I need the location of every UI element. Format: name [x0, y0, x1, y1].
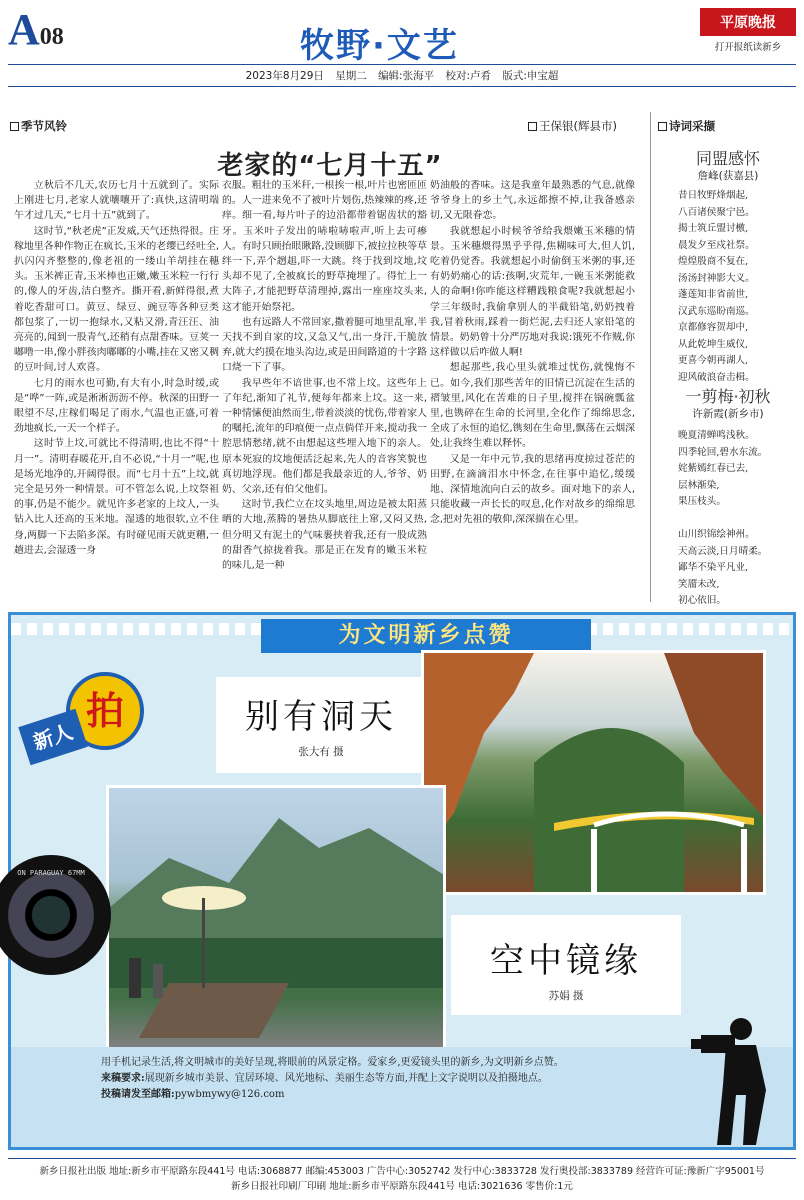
- paragraph: 想起那些,我心里头就堆过忧伤,就愧悔不已。如今,我们那些苦年的旧情已沉淀在生活的褶皱里,风化在苦难的日子里,搅拌在锅碗瓢盆里,也镌碎在生命的长河里,全化作了绵绵思念,全成了永恒的追忆,镌刻在生命里,飘荡在云烟深处,让我终生难以释怀。: [430, 362, 635, 450]
- bridge-scene-image: [424, 653, 766, 895]
- photo-banner: [8, 612, 796, 1150]
- poem-line: 晨发夕至戍社祭。: [678, 239, 755, 251]
- poem-line: 层林渐染,: [678, 479, 720, 491]
- poem-line: 笑靥未改,: [678, 578, 720, 590]
- banner-title: 为文明新乡点赞: [261, 619, 591, 653]
- page-digits: 08: [39, 24, 64, 50]
- poem-line: 果压枝头。: [678, 496, 726, 507]
- paragraph: 七月的雨水也可勤,有大有小,时急时缓,或是“哗”一阵,或是淅淅沥沥不停。秋深的田野一眼望不尽,庄稼们喝足了雨水,气温也正盛,可着劲地疯长,一天一个样子。: [14, 377, 219, 435]
- checkbox-icon: [528, 122, 537, 131]
- paragraph: 这时节,“秋老虎”正发威,天气还热得很。庄稼地里各种作物正在疯长,玉米的老缨已经吐全,扒闪闪齐整整的,像老祖的一缕山羊胡挂在穗头。玉米裤正青,玉米棒也正嫩,嫩玉米粒一行行的,像人的牙齿,洁白整齐。撕开看,新鲜得很,煮着吃香甜可口。黄豆、绿豆、豌豆等各种豆类都包浆了,一切一抱绿水,又粘又滑,青汪汪、油亮亮的,闻到一股青气,还稍有点甜香味。豆荚一嘟噜一串,像小胖孩肉嘟嘟的小嘴,挂在又密又稠的豆叶间,讨人欢喜。: [14, 225, 219, 374]
- poem-line: 鄙华不染平凡业,: [678, 562, 749, 573]
- photo2-caption: [451, 915, 681, 1015]
- photo1-caption: [216, 677, 426, 773]
- photo2-author: 苏娟 摄: [548, 990, 584, 1002]
- poem-line: 蓬莲知非省前世,: [678, 289, 749, 300]
- photo2-title: 空中镜缘: [490, 941, 642, 981]
- poem-line: 山川织锦绘神州。: [678, 529, 755, 540]
- layout-credit: 版式:申宝超: [502, 70, 559, 82]
- checkbox-icon: [658, 122, 667, 131]
- paragraph: 奶油般的香味。这是我童年最熟悉的气息,就像爷爷身上的乡土气,永远都擦不掉,让我备感亲切,又无限眷恋。: [430, 180, 635, 222]
- weekday: 星期二: [335, 70, 367, 82]
- article-byline: 王保银(辉县市): [528, 118, 617, 134]
- brand-slogan: 打开报纸读新乡: [714, 42, 782, 53]
- poetry-column-label: 诗词采撷: [658, 118, 715, 134]
- paragraph: 立秋后不几天,农历七月十五就到了。实际上刚进七月,老家人就嚷嚷开了:真快,这清明端午才过几天,“七月十五”就到了。: [14, 180, 219, 222]
- article-column-1: [14, 178, 219, 598]
- paragraph: 衣服。粗壮的玉米秆,一根挨一根,叶片也密匝匝的。人一进来免不了被叶片划伤,热辣辣的疼,还痒。细一看,每片叶子的边沿都带着锯齿状的豁牙。玉米叶子发出的哧啦哧啦声,听上去可瘆人。有时只顾抬眼瞅路,没顾脚下,被拉拉秧等草绊一下,弄个趔趄,吓一大跳。终于找到坟地,坟头却不见了,全被疯长的野草掩埋了。得忙上一大阵子,才能把野草清理掉,露出一座座坟头来,这才能开始祭祀。: [222, 180, 427, 313]
- page-letter: A: [8, 5, 40, 54]
- checkbox-icon: [10, 122, 19, 131]
- photo1-title: 别有洞天: [245, 697, 397, 737]
- meta-line: [0, 68, 804, 83]
- header-rule: [8, 64, 796, 65]
- footer: [0, 1164, 804, 1194]
- paragraph: 我就想起小时候爷爷给我煨嫩玉米穗的情景。玉米穗煨得黑乎乎得,焦糊味可大,但人饥,吃着仍觉香。我就想起小时偷倒玉米粥的事,还有奶奶痛心的话:孩啊,灾荒年,一碗玉米粥能救人的命啊!你咋能这样糟践粮食呢?我就想起小学三年级时,我偷拿别人的半截铅笔,奶奶拽着我,冒着秋雨,踩着一街烂泥,去归还人家铅笔的情景。奶奶曾十分严厉地对我说:饿死不作贼,你这样做以后咋做人啊!: [430, 225, 635, 359]
- footer-line-2: 新乡日报社印刷厂印刷 地址:新乡市平原路东段441号 电话:3021636 零售价:1元: [231, 1181, 573, 1192]
- poem1-author: 詹峰(获嘉县): [697, 170, 759, 182]
- poem-line: 晚夏清蝉鸣浅秋。: [678, 430, 755, 441]
- poem-line: 京都修容贺却中,: [678, 322, 749, 333]
- poem-line: 四季轮回,碧水东流。: [678, 446, 768, 458]
- poem-line: [678, 511, 796, 528]
- footer-rule: [8, 1158, 796, 1159]
- article-column-label: 季节风铃: [10, 118, 67, 134]
- poem-line: 揭士筑丘盟讨檄,: [678, 223, 749, 234]
- paragraph: 也有远路人不常回家,撒着腿可地里乱窜,半天找不到自家的坟,又急又气,出一身汗,干脆放弃,就大约摸在地头沟边,或是田间路道的十字路口烧一下了事。: [222, 316, 427, 374]
- camera-lens-icon: ON PARAGUAY 67MM: [0, 855, 111, 975]
- photo1-author: 张大有 摄: [298, 746, 344, 758]
- poem-line: 煌煌殷商不复在,: [678, 256, 749, 267]
- paragraph: 这时节,我伫立在坟头地里,周边是被太阳蒸晒的大地,蒸腾的暑热从脚底往上窜,又闷又热,但分明又有泥土的气味裹挟着我,还有一股成熟的甜香气掠拢着我。那是正在发育的嫩玉米粒的味儿,是一种: [222, 499, 427, 572]
- brand: [700, 8, 796, 53]
- photographer-icon: [671, 1015, 781, 1145]
- banner-requirements: 来稿要求:展现新乡城市美景、宜居环境、风光地标、美丽生态等方面,并配上文字说明以及拍摄地点。: [101, 1073, 548, 1084]
- poem1-lines: [678, 188, 796, 386]
- poem-line: 更喜今朝再湖人,: [678, 355, 749, 366]
- poem-line: 迎风破浪奋击楫。: [678, 371, 755, 383]
- poem-line: 天高云淡,日月晴柔。: [678, 545, 768, 557]
- badge: [21, 667, 151, 777]
- banner-intro: 用手机记录生活,将文明城市的美好呈现,将眼前的风景定格。爱家乡,更爱镜头里的新乡,为文明新乡点赞。: [101, 1057, 564, 1068]
- issue-date: 2023年8月29日: [245, 70, 324, 82]
- poem-line: 昔日牧野烽烟起,: [678, 190, 749, 201]
- poem1-title: 同盟感怀: [695, 149, 760, 168]
- meta-rule: [8, 86, 796, 87]
- article-column-2: [222, 178, 427, 598]
- poem-line: 汉武东巡盼南巡。: [678, 305, 755, 317]
- banner-text: [101, 1055, 661, 1103]
- footer-line-1: 新乡日报社出版 地址:新乡市平原路东段441号 电话:3068877 邮编:453003 广告中心:3052742 发行中心:3833728 发行奥投部:3833789 经营许可证:豫新广字95001号: [39, 1166, 765, 1177]
- proofreader: 校对:卢肴: [445, 70, 491, 82]
- brand-logo: 平原晚报: [700, 8, 796, 36]
- article-title: 老家的“七月十五”: [217, 151, 443, 181]
- paragraph: 这时节上坟,可就比不得清明,也比不得“十月一”。清明春暖花开,自不必说,“十月一”呢,也是场光地净的,开阔得很。而“七月十五”上坟,就完全是另外一种情景。可不管怎么说,上坟祭祖的事,仍是不能少。就见许多老家的上坟人,一头钻入比人还高的玉米地。湿透的地很软,立不住身,两脚一下去陷多深。有时碰见雨天就更糟,一趟进去,会湿透一身: [14, 438, 219, 556]
- photo-mountain: [106, 785, 446, 1050]
- badge-circle: 拍: [66, 672, 144, 750]
- poem-line: 八百诸侯聚宁邑。: [678, 206, 755, 218]
- paragraph: 又是一年中元节,我的思绪再度掠过苍茫的田野,在滴滴泪水中怀念,在往事中追忆,缓缓地、深情地流向白云的故乡。面对地下的亲人,只能收藏一声长长的叹息,化作对故乡的绵绵思念,把对先祖的敬仰,深深揣在心里。: [430, 453, 635, 526]
- photo-bridge: [421, 650, 766, 895]
- poem2-author: 许新霞(新乡市): [692, 408, 764, 420]
- section-title: 牧野·文艺: [300, 26, 459, 66]
- poem-line: 姹紫嫣红春已去,: [678, 463, 749, 474]
- badge-word: 新人: [18, 709, 87, 766]
- poem-line: 初心依旧。: [678, 595, 726, 606]
- poem-line: 从此乾坤生威仪,: [678, 338, 749, 350]
- article-column-3: [430, 178, 635, 598]
- column-divider: [650, 112, 651, 602]
- mountain-scene-image: [109, 788, 446, 1050]
- page-number: [8, 5, 64, 54]
- poem2-lines: [678, 428, 796, 610]
- poem-line: 汤汤封神影大义。: [678, 272, 755, 284]
- editor: 编辑:张海平: [378, 70, 435, 82]
- banner-email: 投稿请发至邮箱:pywbmywy@126.com: [101, 1089, 285, 1100]
- paragraph: 我早些年不谙世事,也不常上坟。这些年上了年纪,渐知了礼节,便每年都来上坟。这一来,一种情愫便油然而生,带着淡淡的忧伤,带着家人的嘱托,流年的印痕便一点点倘佯开来,搅动我一腔思情愁绪,就不由想起这些埋入地下的亲人。原本死寂的坟地便活泛起来,先人的音容笑貌也真切地浮现。他们都是我最亲近的人,爷爷、奶奶、父亲,还有伯父他们。: [222, 377, 427, 496]
- poem2-title: 一剪梅·初秋: [685, 387, 771, 406]
